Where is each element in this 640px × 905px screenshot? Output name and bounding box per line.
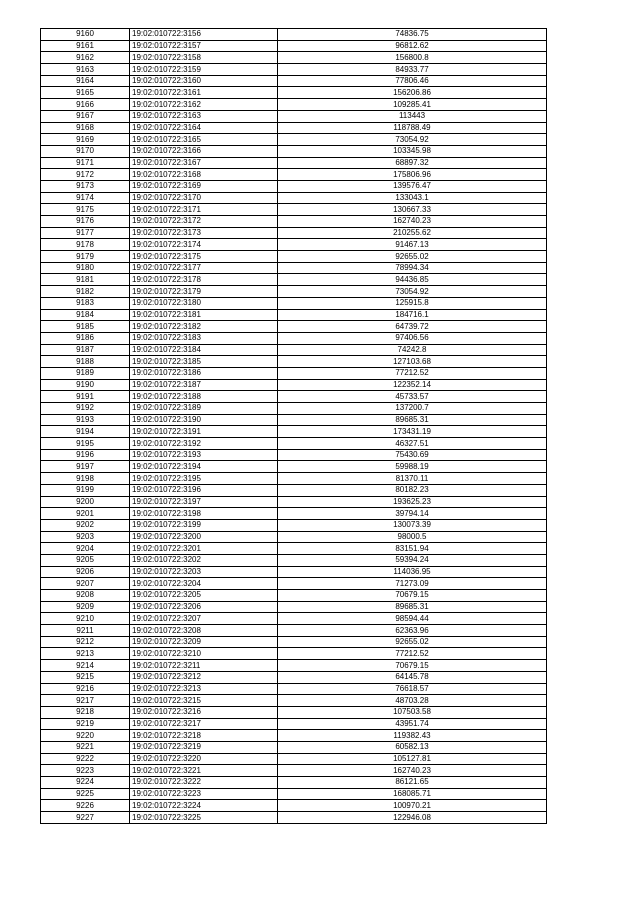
cadastral-number-cell: 19:02:010722:3191 [130, 426, 278, 438]
cadastral-number-cell: 19:02:010722:3188 [130, 391, 278, 403]
cadastral-number-cell: 19:02:010722:3208 [130, 625, 278, 637]
row-number-cell: 9188 [41, 356, 130, 368]
table-row [41, 87, 547, 99]
row-number-cell: 9208 [41, 590, 130, 602]
table-row [41, 122, 547, 134]
cadastral-number-cell: 19:02:010722:3163 [130, 110, 278, 122]
amount-cell: 86121.65 [278, 777, 547, 789]
cadastral-number-cell: 19:02:010722:3207 [130, 613, 278, 625]
row-number-cell: 9219 [41, 718, 130, 730]
table-row [41, 274, 547, 286]
cadastral-number-cell: 19:02:010722:3217 [130, 718, 278, 730]
row-number-cell: 9167 [41, 110, 130, 122]
row-number-cell: 9189 [41, 367, 130, 379]
amount-cell: 92655.02 [278, 251, 547, 263]
cadastral-number-cell: 19:02:010722:3216 [130, 706, 278, 718]
cadastral-number-cell: 19:02:010722:3156 [130, 29, 278, 41]
row-number-cell: 9184 [41, 309, 130, 321]
amount-cell: 96812.62 [278, 40, 547, 52]
data-table [40, 28, 547, 824]
table-row [41, 473, 547, 485]
table-row [41, 216, 547, 228]
cadastral-number-cell: 19:02:010722:3162 [130, 99, 278, 111]
amount-cell: 139576.47 [278, 180, 547, 192]
cadastral-number-cell: 19:02:010722:3190 [130, 414, 278, 426]
row-number-cell: 9163 [41, 64, 130, 76]
cadastral-number-cell: 19:02:010722:3159 [130, 64, 278, 76]
row-number-cell: 9197 [41, 461, 130, 473]
table-row [41, 508, 547, 520]
cadastral-number-cell: 19:02:010722:3186 [130, 367, 278, 379]
cadastral-number-cell: 19:02:010722:3209 [130, 636, 278, 648]
amount-cell: 107503.58 [278, 706, 547, 718]
table-row [41, 227, 547, 239]
row-number-cell: 9179 [41, 251, 130, 263]
row-number-cell: 9161 [41, 40, 130, 52]
cadastral-number-cell: 19:02:010722:3206 [130, 601, 278, 613]
row-number-cell: 9209 [41, 601, 130, 613]
cadastral-number-cell: 19:02:010722:3175 [130, 251, 278, 263]
row-number-cell: 9194 [41, 426, 130, 438]
amount-cell: 77212.52 [278, 367, 547, 379]
table-row [41, 367, 547, 379]
table-row [41, 660, 547, 672]
table-row [41, 426, 547, 438]
row-number-cell: 9206 [41, 566, 130, 578]
table-row [41, 449, 547, 461]
table-row [41, 332, 547, 344]
cadastral-number-cell: 19:02:010722:3158 [130, 52, 278, 64]
row-number-cell: 9201 [41, 508, 130, 520]
table-row [41, 484, 547, 496]
row-number-cell: 9207 [41, 578, 130, 590]
row-number-cell: 9175 [41, 204, 130, 216]
row-number-cell: 9171 [41, 157, 130, 169]
row-number-cell: 9191 [41, 391, 130, 403]
amount-cell: 45733.57 [278, 391, 547, 403]
table-row [41, 145, 547, 157]
amount-cell: 92655.02 [278, 636, 547, 648]
amount-cell: 64739.72 [278, 321, 547, 333]
table-row [41, 765, 547, 777]
table-row [41, 192, 547, 204]
cadastral-number-cell: 19:02:010722:3219 [130, 741, 278, 753]
row-number-cell: 9215 [41, 671, 130, 683]
cadastral-number-cell: 19:02:010722:3183 [130, 332, 278, 344]
table-row [41, 29, 547, 41]
amount-cell: 84933.77 [278, 64, 547, 76]
table-row [41, 40, 547, 52]
table-row [41, 438, 547, 450]
amount-cell: 59394.24 [278, 554, 547, 566]
table-row [41, 601, 547, 613]
amount-cell: 156206.86 [278, 87, 547, 99]
amount-cell: 74242.8 [278, 344, 547, 356]
amount-cell: 173431.19 [278, 426, 547, 438]
row-number-cell: 9176 [41, 216, 130, 228]
cadastral-number-cell: 19:02:010722:3197 [130, 496, 278, 508]
row-number-cell: 9196 [41, 449, 130, 461]
cadastral-number-cell: 19:02:010722:3224 [130, 800, 278, 812]
row-number-cell: 9216 [41, 683, 130, 695]
row-number-cell: 9193 [41, 414, 130, 426]
cadastral-number-cell: 19:02:010722:3212 [130, 671, 278, 683]
amount-cell: 62363.96 [278, 625, 547, 637]
row-number-cell: 9212 [41, 636, 130, 648]
row-number-cell: 9226 [41, 800, 130, 812]
row-number-cell: 9210 [41, 613, 130, 625]
cadastral-number-cell: 19:02:010722:3179 [130, 286, 278, 298]
cadastral-number-cell: 19:02:010722:3204 [130, 578, 278, 590]
cadastral-number-cell: 19:02:010722:3166 [130, 145, 278, 157]
cadastral-number-cell: 19:02:010722:3203 [130, 566, 278, 578]
cadastral-number-cell: 19:02:010722:3215 [130, 695, 278, 707]
amount-cell: 114036.95 [278, 566, 547, 578]
table-row [41, 157, 547, 169]
cadastral-number-cell: 19:02:010722:3223 [130, 788, 278, 800]
cadastral-number-cell: 19:02:010722:3185 [130, 356, 278, 368]
cadastral-number-cell: 19:02:010722:3200 [130, 531, 278, 543]
row-number-cell: 9223 [41, 765, 130, 777]
row-number-cell: 9173 [41, 180, 130, 192]
row-number-cell: 9213 [41, 648, 130, 660]
amount-cell: 89685.31 [278, 601, 547, 613]
row-number-cell: 9217 [41, 695, 130, 707]
row-number-cell: 9181 [41, 274, 130, 286]
table-row [41, 379, 547, 391]
table-row [41, 741, 547, 753]
amount-cell: 133043.1 [278, 192, 547, 204]
amount-cell: 48703.28 [278, 695, 547, 707]
cadastral-number-cell: 19:02:010722:3211 [130, 660, 278, 672]
cadastral-number-cell: 19:02:010722:3221 [130, 765, 278, 777]
amount-cell: 113443 [278, 110, 547, 122]
table-row [41, 730, 547, 742]
table-row [41, 391, 547, 403]
cadastral-number-cell: 19:02:010722:3187 [130, 379, 278, 391]
amount-cell: 105127.81 [278, 753, 547, 765]
cadastral-number-cell: 19:02:010722:3218 [130, 730, 278, 742]
row-number-cell: 9199 [41, 484, 130, 496]
cadastral-number-cell: 19:02:010722:3160 [130, 75, 278, 87]
amount-cell: 162740.23 [278, 765, 547, 777]
cadastral-number-cell: 19:02:010722:3213 [130, 683, 278, 695]
amount-cell: 119382.43 [278, 730, 547, 742]
cadastral-number-cell: 19:02:010722:3173 [130, 227, 278, 239]
table-row [41, 531, 547, 543]
cadastral-number-cell: 19:02:010722:3182 [130, 321, 278, 333]
row-number-cell: 9200 [41, 496, 130, 508]
table-row [41, 788, 547, 800]
cadastral-number-cell: 19:02:010722:3201 [130, 543, 278, 555]
row-number-cell: 9222 [41, 753, 130, 765]
amount-cell: 97406.56 [278, 332, 547, 344]
row-number-cell: 9168 [41, 122, 130, 134]
row-number-cell: 9185 [41, 321, 130, 333]
row-number-cell: 9162 [41, 52, 130, 64]
table-row [41, 519, 547, 531]
table-row [41, 75, 547, 87]
table-row [41, 344, 547, 356]
amount-cell: 130667.33 [278, 204, 547, 216]
row-number-cell: 9169 [41, 134, 130, 146]
amount-cell: 175806.96 [278, 169, 547, 181]
table-row [41, 99, 547, 111]
amount-cell: 91467.13 [278, 239, 547, 251]
table-row [41, 800, 547, 812]
amount-cell: 43951.74 [278, 718, 547, 730]
table-row [41, 613, 547, 625]
amount-cell: 122352.14 [278, 379, 547, 391]
cadastral-number-cell: 19:02:010722:3180 [130, 297, 278, 309]
amount-cell: 77806.46 [278, 75, 547, 87]
cadastral-number-cell: 19:02:010722:3198 [130, 508, 278, 520]
amount-cell: 156800.8 [278, 52, 547, 64]
amount-cell: 64145.78 [278, 671, 547, 683]
cadastral-number-cell: 19:02:010722:3169 [130, 180, 278, 192]
row-number-cell: 9183 [41, 297, 130, 309]
cadastral-number-cell: 19:02:010722:3171 [130, 204, 278, 216]
cadastral-number-cell: 19:02:010722:3178 [130, 274, 278, 286]
amount-cell: 60582.13 [278, 741, 547, 753]
amount-cell: 184716.1 [278, 309, 547, 321]
cadastral-number-cell: 19:02:010722:3196 [130, 484, 278, 496]
table-row [41, 718, 547, 730]
row-number-cell: 9227 [41, 812, 130, 824]
cadastral-number-cell: 19:02:010722:3222 [130, 777, 278, 789]
cadastral-number-cell: 19:02:010722:3205 [130, 590, 278, 602]
table-row [41, 812, 547, 824]
table-row [41, 461, 547, 473]
row-number-cell: 9174 [41, 192, 130, 204]
amount-cell: 168085.71 [278, 788, 547, 800]
row-number-cell: 9182 [41, 286, 130, 298]
table-row [41, 180, 547, 192]
amount-cell: 39794.14 [278, 508, 547, 520]
amount-cell: 137200.7 [278, 403, 547, 415]
cadastral-number-cell: 19:02:010722:3177 [130, 262, 278, 274]
table-body [41, 29, 547, 824]
table-row [41, 566, 547, 578]
table-row [41, 286, 547, 298]
row-number-cell: 9160 [41, 29, 130, 41]
cadastral-number-cell: 19:02:010722:3202 [130, 554, 278, 566]
table-row [41, 706, 547, 718]
amount-cell: 210255.62 [278, 227, 547, 239]
cadastral-number-cell: 19:02:010722:3192 [130, 438, 278, 450]
cadastral-number-cell: 19:02:010722:3184 [130, 344, 278, 356]
cadastral-number-cell: 19:02:010722:3172 [130, 216, 278, 228]
amount-cell: 125915.8 [278, 297, 547, 309]
row-number-cell: 9177 [41, 227, 130, 239]
amount-cell: 46327.51 [278, 438, 547, 450]
cadastral-number-cell: 19:02:010722:3210 [130, 648, 278, 660]
row-number-cell: 9166 [41, 99, 130, 111]
cadastral-number-cell: 19:02:010722:3194 [130, 461, 278, 473]
cadastral-number-cell: 19:02:010722:3199 [130, 519, 278, 531]
amount-cell: 70679.15 [278, 660, 547, 672]
table-row [41, 777, 547, 789]
amount-cell: 68897.32 [278, 157, 547, 169]
row-number-cell: 9205 [41, 554, 130, 566]
table-row [41, 695, 547, 707]
amount-cell: 74836.75 [278, 29, 547, 41]
row-number-cell: 9221 [41, 741, 130, 753]
cadastral-number-cell: 19:02:010722:3157 [130, 40, 278, 52]
amount-cell: 70679.15 [278, 590, 547, 602]
row-number-cell: 9218 [41, 706, 130, 718]
cadastral-number-cell: 19:02:010722:3167 [130, 157, 278, 169]
row-number-cell: 9225 [41, 788, 130, 800]
table-row [41, 64, 547, 76]
table-row [41, 683, 547, 695]
amount-cell: 109285.41 [278, 99, 547, 111]
cadastral-number-cell: 19:02:010722:3168 [130, 169, 278, 181]
row-number-cell: 9187 [41, 344, 130, 356]
table-row [41, 262, 547, 274]
row-number-cell: 9164 [41, 75, 130, 87]
table-row [41, 554, 547, 566]
table-row [41, 251, 547, 263]
table-row [41, 321, 547, 333]
cadastral-number-cell: 19:02:010722:3181 [130, 309, 278, 321]
row-number-cell: 9211 [41, 625, 130, 637]
amount-cell: 98000.5 [278, 531, 547, 543]
amount-cell: 122946.08 [278, 812, 547, 824]
amount-cell: 71273.09 [278, 578, 547, 590]
row-number-cell: 9203 [41, 531, 130, 543]
table-row [41, 403, 547, 415]
amount-cell: 118788.49 [278, 122, 547, 134]
table-row [41, 204, 547, 216]
table-row [41, 239, 547, 251]
cadastral-number-cell: 19:02:010722:3193 [130, 449, 278, 461]
table-row [41, 648, 547, 660]
table-row [41, 52, 547, 64]
amount-cell: 80182.23 [278, 484, 547, 496]
cadastral-number-cell: 19:02:010722:3170 [130, 192, 278, 204]
row-number-cell: 9186 [41, 332, 130, 344]
amount-cell: 81370.11 [278, 473, 547, 485]
row-number-cell: 9198 [41, 473, 130, 485]
cadastral-number-cell: 19:02:010722:3174 [130, 239, 278, 251]
table-row [41, 356, 547, 368]
row-number-cell: 9172 [41, 169, 130, 181]
amount-cell: 76618.57 [278, 683, 547, 695]
table-row [41, 134, 547, 146]
row-number-cell: 9202 [41, 519, 130, 531]
amount-cell: 162740.23 [278, 216, 547, 228]
row-number-cell: 9224 [41, 777, 130, 789]
row-number-cell: 9220 [41, 730, 130, 742]
row-number-cell: 9214 [41, 660, 130, 672]
amount-cell: 98594.44 [278, 613, 547, 625]
cadastral-number-cell: 19:02:010722:3189 [130, 403, 278, 415]
row-number-cell: 9204 [41, 543, 130, 555]
table-row [41, 753, 547, 765]
row-number-cell: 9170 [41, 145, 130, 157]
table-row [41, 543, 547, 555]
amount-cell: 75430.69 [278, 449, 547, 461]
amount-cell: 130073.39 [278, 519, 547, 531]
row-number-cell: 9190 [41, 379, 130, 391]
amount-cell: 83151.94 [278, 543, 547, 555]
amount-cell: 89685.31 [278, 414, 547, 426]
table-row [41, 309, 547, 321]
amount-cell: 193625.23 [278, 496, 547, 508]
cadastral-number-cell: 19:02:010722:3195 [130, 473, 278, 485]
row-number-cell: 9192 [41, 403, 130, 415]
row-number-cell: 9178 [41, 239, 130, 251]
table-row [41, 297, 547, 309]
table-row [41, 110, 547, 122]
row-number-cell: 9195 [41, 438, 130, 450]
amount-cell: 100970.21 [278, 800, 547, 812]
amount-cell: 94436.85 [278, 274, 547, 286]
row-number-cell: 9165 [41, 87, 130, 99]
table-row [41, 496, 547, 508]
table-row [41, 169, 547, 181]
cadastral-number-cell: 19:02:010722:3225 [130, 812, 278, 824]
table-row [41, 578, 547, 590]
cadastral-number-cell: 19:02:010722:3161 [130, 87, 278, 99]
table-row [41, 671, 547, 683]
cadastral-number-cell: 19:02:010722:3164 [130, 122, 278, 134]
row-number-cell: 9180 [41, 262, 130, 274]
cadastral-number-cell: 19:02:010722:3220 [130, 753, 278, 765]
table-row [41, 625, 547, 637]
amount-cell: 73054.92 [278, 286, 547, 298]
amount-cell: 78994.34 [278, 262, 547, 274]
table-row [41, 636, 547, 648]
amount-cell: 59988.19 [278, 461, 547, 473]
amount-cell: 77212.52 [278, 648, 547, 660]
amount-cell: 103345.98 [278, 145, 547, 157]
amount-cell: 127103.68 [278, 356, 547, 368]
amount-cell: 73054.92 [278, 134, 547, 146]
table-row [41, 590, 547, 602]
cadastral-number-cell: 19:02:010722:3165 [130, 134, 278, 146]
table-row [41, 414, 547, 426]
